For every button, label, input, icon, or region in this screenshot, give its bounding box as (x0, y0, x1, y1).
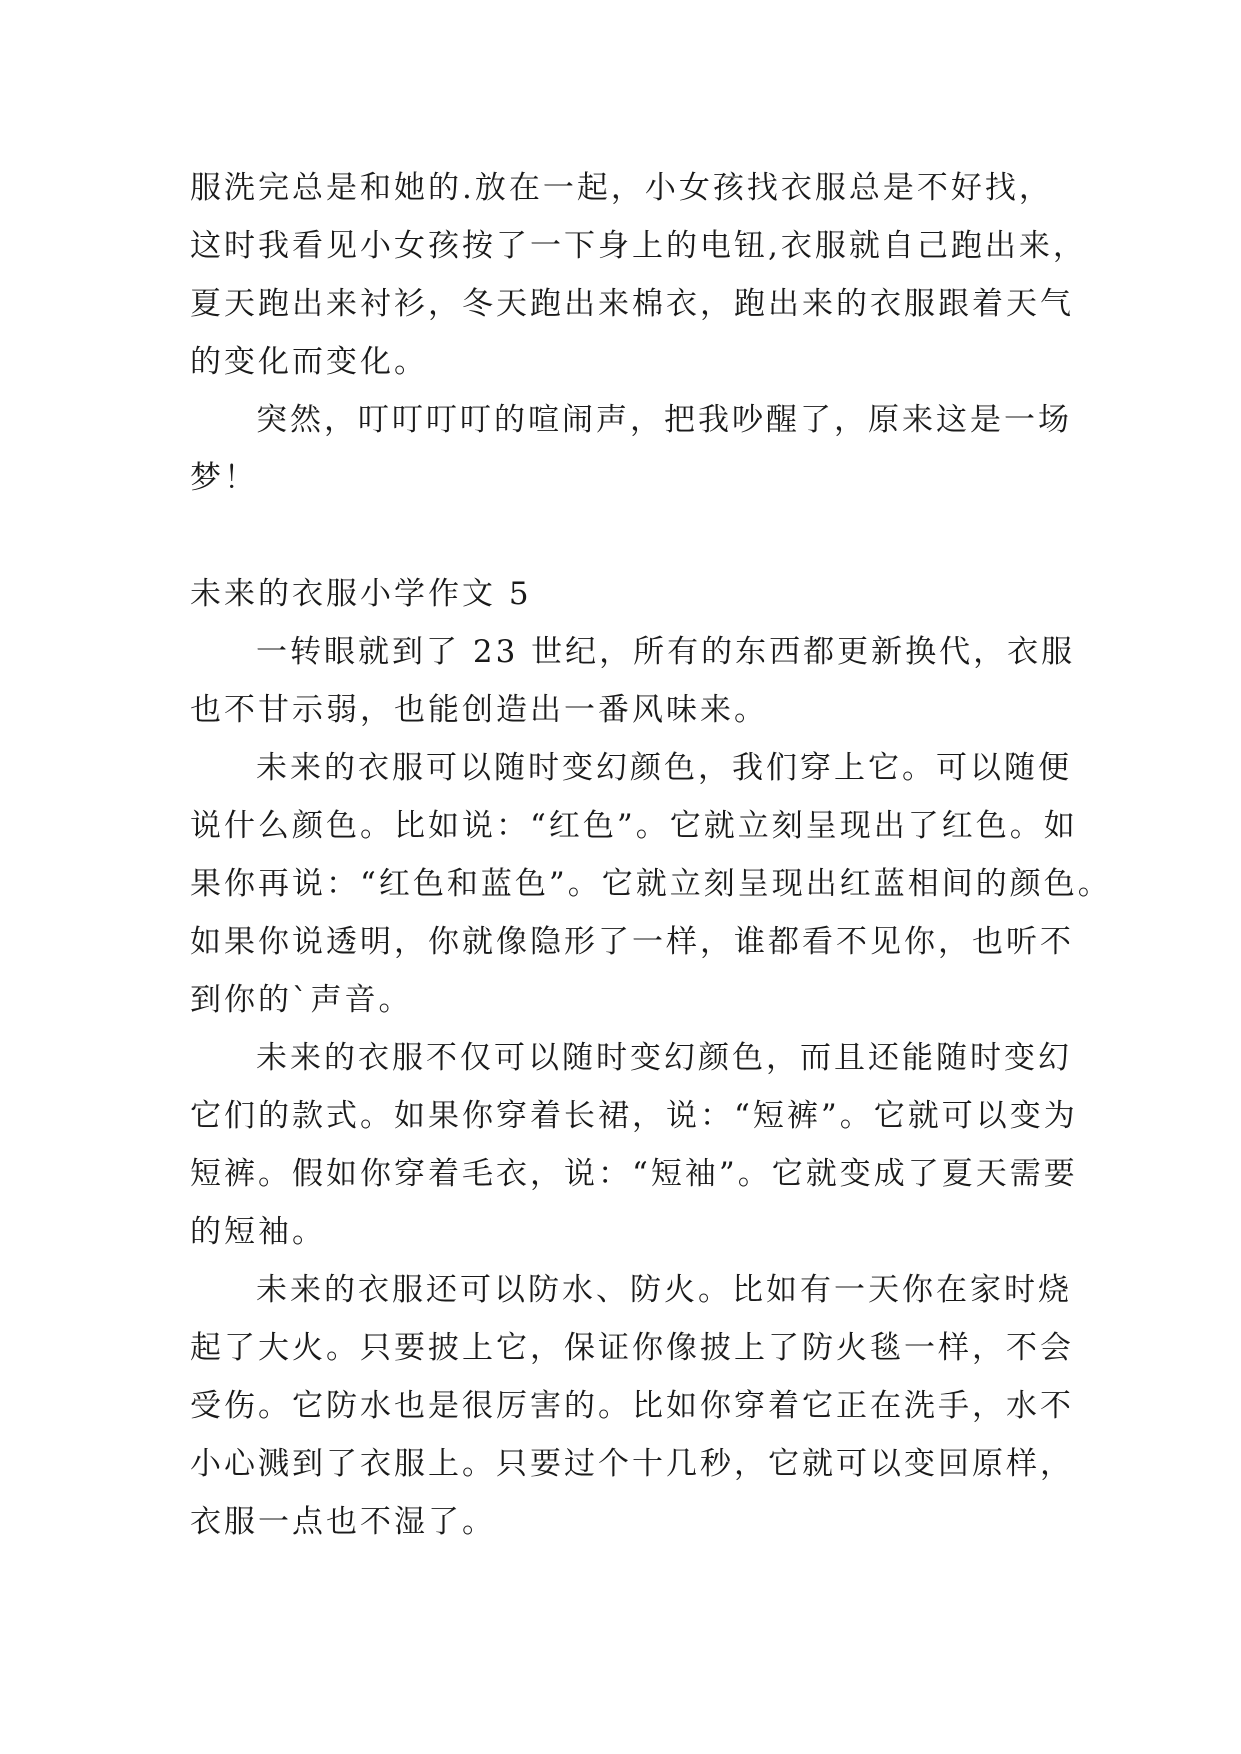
text-line: 这时我看见小女孩按了一下身上的电钮,衣服就自己跑出来， (190, 228, 1087, 264)
text-line: 起了大火。只要披上它，保证你像披上了防火毯一样，不会 (190, 1330, 1074, 1366)
text-line: 突然，叮叮叮叮的喧闹声，把我吵醒了，原来这是一场 (256, 402, 1072, 438)
text-line: 未来的衣服不仅可以随时变幻颜色，而且还能随时变幻 (256, 1040, 1072, 1076)
section-heading: 未来的衣服小学作文 5 (190, 576, 532, 612)
text-line: 梦！ (190, 460, 258, 496)
text-line: 如果你说透明，你就像隐形了一样，谁都看不见你，也听不 (190, 924, 1074, 960)
text-line: 说什么颜色。比如说：“红色”。它就立刻呈现出了红色。如 (190, 808, 1078, 844)
text-line: 未来的衣服可以随时变幻颜色，我们穿上它。可以随便 (256, 750, 1072, 786)
text-line: 衣服一点也不湿了。 (190, 1504, 496, 1540)
text-line: 未来的衣服还可以防水、防火。比如有一天你在家时烧 (256, 1272, 1072, 1308)
text-line: 一转眼就到了 23 世纪，所有的东西都更新换代，衣服 (256, 634, 1076, 670)
text-line: 短裤。假如你穿着毛衣，说：“短袖”。它就变成了夏天需要 (190, 1156, 1078, 1192)
text-line: 受伤。它防水也是很厉害的。比如你穿着它正在洗手，水不 (190, 1388, 1074, 1424)
text-line: 果你再说：“红色和蓝色”。它就立刻呈现出红蓝相间的颜色。 (190, 866, 1112, 902)
text-line: 夏天跑出来衬衫，冬天跑出来棉衣，跑出来的衣服跟着天气 (190, 286, 1074, 322)
text-line: 服洗完总是和她的.放在一起，小女孩找衣服总是不好找， (190, 170, 1053, 206)
text-line: 它们的款式。如果你穿着长裙，说：“短裤”。它就可以变为 (190, 1098, 1078, 1134)
text-line: 也不甘示弱，也能创造出一番风味来。 (190, 692, 768, 728)
text-line: 的短袖。 (190, 1214, 326, 1250)
text-line: 的变化而变化。 (190, 344, 428, 380)
text-line: 小心溅到了衣服上。只要过个十几秒，它就可以变回原样， (190, 1446, 1074, 1482)
text-line: 到你的`声音。 (190, 982, 413, 1018)
